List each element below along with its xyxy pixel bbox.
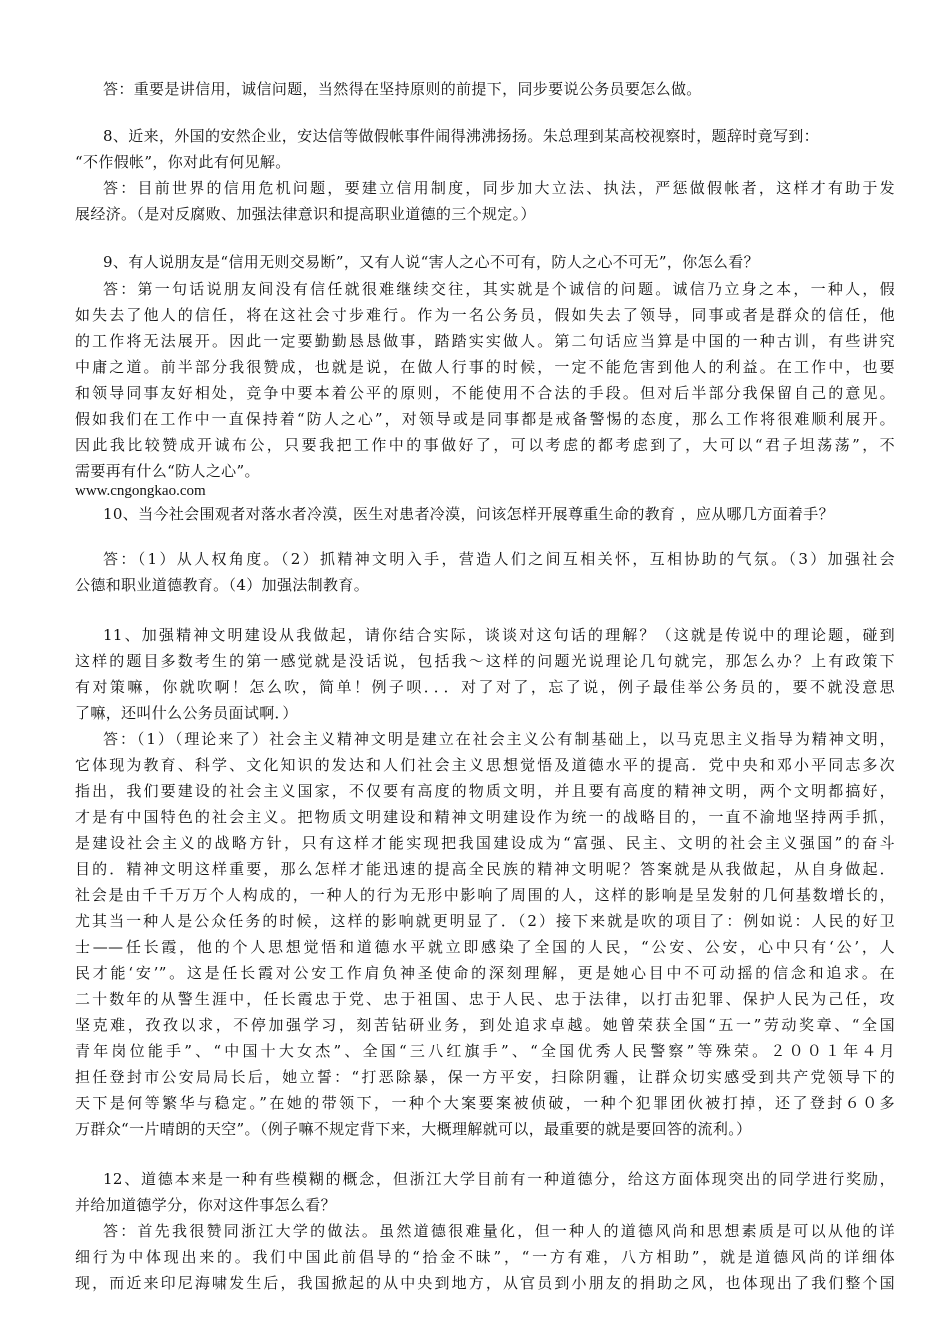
answer-8-line-2: 展经济。（是对反腐败、加强法律意识和提高职业道德的三个规定。）: [75, 205, 536, 223]
answer-11-line-13: 青年岗位能手”、“中国十大女杰”、全国“三八红旗手”、“全国优秀人民警察”等殊荣。２００１年４月: [75, 1042, 895, 1060]
answer-9-line-6: 假如我们在工作中一直保持着“防人之心”，对领导或是同事都是戒备警惕的态度，那么工作将很难顺利展开。: [75, 410, 895, 428]
answer-10-line-1: 答：（1）从人权角度。（2）抓精神文明入手，营造人们之间互相关怀，互相协助的气氛。（3）加强社会: [103, 550, 895, 568]
answer-11-line-9: 士——任长霞，他的个人思想觉悟和道德水平就立即感染了全国的人民，“公安、公安，心中只有‘公’，人: [75, 938, 895, 956]
answer-11-line-14: 担任登封市公安局局长后，她立誓：“打恶除暴，保一方平安，扫除阴霾，让群众切实感受到共产党领导下的: [75, 1068, 895, 1086]
answer-9-line-1: 答：第一句话说朋友间没有信任就很难继续交往，其实就是个诚信的问题。诚信乃立身之本，一种人，假: [103, 280, 895, 298]
answer-11-line-15: 天下是何等繁华与稳定。”在她的带领下，一种个大案要案被侦破，一种个犯罪团伙被打掉，还了登封６０多: [75, 1094, 895, 1112]
answer-8-line-1: 答：目前世界的信用危机问题，要建立信用制度，同步加大立法、执法，严惩做假帐者，这样才有助于发: [103, 179, 895, 197]
answer-12-line-3: 现，而近来印尼海啸发生后，我国掀起的从中央到地方，从官员到小朋友的捐助之风，也体现出了我们整个国: [75, 1274, 895, 1292]
question-11-line-1: 11、加强精神文明建设从我做起，请你结合实际，谈谈对这句话的理解？（这就是传说中的理论题，碰到: [103, 626, 895, 644]
website-link[interactable]: www.cngongkao.com: [75, 483, 206, 499]
answer-11-line-8: 尤其当一种人是公众任务的时候，这样的影响就更明显了．（2）接下来就是吹的项目了：例如说：人民的好卫: [75, 912, 895, 930]
answer-9-line-2: 如失去了他人的信任，将在这社会寸步难行。作为一名公务员，假如失去了领导，同事或者是群众的信任，他: [75, 306, 895, 324]
question-11-line-4: 了嘛，还叫什么公务员面试啊．）: [75, 704, 298, 722]
answer-11-line-12: 坚克难，孜孜以求，不停加强学习，刻苦钻研业务，到处追求卓越。她曾荣获全国“五一”劳动奖章、“全国: [75, 1016, 895, 1034]
answer-9-line-3: 的工作将无法展开。因此一定要勤勤恳恳做事，踏踏实实做人。第二句话应当算是中国的一种古训，有些讲究: [75, 332, 895, 350]
answer-11-line-16: 万群众“一片晴朗的天空”。（例子嘛不规定背下来，大概理解就可以，最重要的就是要回答的流利。）: [75, 1120, 752, 1138]
answer-11-line-10: 民才能‘安’”。这是任长霞对公安工作肩负神圣使命的深刻理解，更是她心目中不可动摇的信念和追求。在: [75, 964, 895, 982]
question-11-line-3: 有对策嘛，你就吹啊！怎么吹，简单！例子呗．．．对了对了，忘了说，例子最佳举公务员的，要不就没意思: [75, 678, 895, 696]
question-12-line-1: 12、道德本来是一种有些模糊的概念，但浙江大学目前有一种道德分，给这方面体现突出的同学进行奖励，: [103, 1170, 895, 1188]
question-8-line-1: 8、近来，外国的安然企业，安达信等做假帐事件闹得沸沸扬扬。朱总理到某高校视察时，题辞时竟写到：: [103, 127, 819, 145]
answer-12-line-2: 细行为中体现出来的。我们中国此前倡导的“拾金不昧”，“一方有难，八方相助”，就是道德风尚的详细体: [75, 1248, 895, 1266]
answer-9-line-7: 因此我比较赞成开诚布公，只要我把工作中的事做好了，可以考虑的都考虑到了，大可以“君子坦荡荡”，不: [75, 436, 895, 454]
answer-11-line-4: 才是有中国特色的社会主义。把物质文明建设和精神文明建设作为统一的战略目的，一直不渝地坚持两手抓，: [75, 808, 895, 826]
answer-9-line-8: 需要再有什么“防人之心”。: [75, 462, 260, 480]
question-10-line-1: 10、当今社会围观者对落水者冷漠，医生对患者冷漠，问该怎样开展尊重生命的教育 ，应从哪几方面着手？: [103, 505, 835, 523]
answer-11-line-5: 是建设社会主义的战略方针，只有这样才能实现把我国建设成为“富强、民主、文明的社会主义强国”的奋斗: [75, 834, 895, 852]
answer-11-line-7: 社会是由千千万万个人构成的，一种人的行为无形中影响了周围的人，这样的影响是呈发射的几何基数增长的，: [75, 886, 895, 904]
answer-9-line-4: 中庸之道。前半部分我很赞成，也就是说，在做人行事的时候，一定不能危害到他人的利益。在工作中，也要: [75, 358, 895, 376]
question-8-line-2: “不作假帐”，你对此有何见解。: [75, 153, 291, 171]
answer-11-line-2: 它体现为教育、科学、文化知识的发达和人们社会主义思想觉悟及道德水平的提高．党中央和邓小平同志多次: [75, 756, 895, 774]
answer-11-line-11: 二十数年的从警生涯中，任长霞忠于党、忠于祖国、忠于人民、忠于法律，以打击犯罪、保护人民为己任，攻: [75, 990, 895, 1008]
answer-12-line-1: 答：首先我很赞同浙江大学的做法。虽然道德很难量化，但一种人的道德风尚和思想素质是可以从他的详: [103, 1222, 895, 1240]
question-9-line-1: 9、有人说朋友是“信用无则交易断”，又有人说“害人之心不可有，防人之心不可无”，你怎么看？: [103, 253, 759, 271]
answer-11-line-6: 目的．精神文明这样重要，那么怎样才能迅速的提高全民族的精神文明呢？答案就是从我做起，从自身做起．: [75, 860, 895, 878]
question-12-line-2: 并给加道德学分，你对这件事怎么看？: [75, 1196, 336, 1214]
question-11-line-2: 这样的题目多数考生的第一感觉就是没话说，包括我～这样的问题光说理论几句就完，那怎么办？上有政策下: [75, 652, 895, 670]
answer-7-line-1: 答：重要是讲信用，诚信问题，当然得在坚持原则的前提下，同步要说公务员要怎么做。: [103, 80, 702, 98]
answer-11-line-1: 答：（1）（理论来了）社会主义精神文明是建立在社会主义公有制基础上，以马克思主义指导为精神文明，: [103, 730, 895, 748]
answer-11-line-3: 指出，我们要建设的社会主义国家，不仅要有高度的物质文明，并且要有高度的精神文明，两个文明都搞好，: [75, 782, 895, 800]
answer-10-line-2: 公德和职业道德教育。（4）加强法制教育。: [75, 576, 370, 594]
answer-9-line-5: 和领导同事友好相处，竞争中要本着公平的原则，不能使用不合法的手段。但对后半部分我保留自己的意见。: [75, 384, 895, 402]
